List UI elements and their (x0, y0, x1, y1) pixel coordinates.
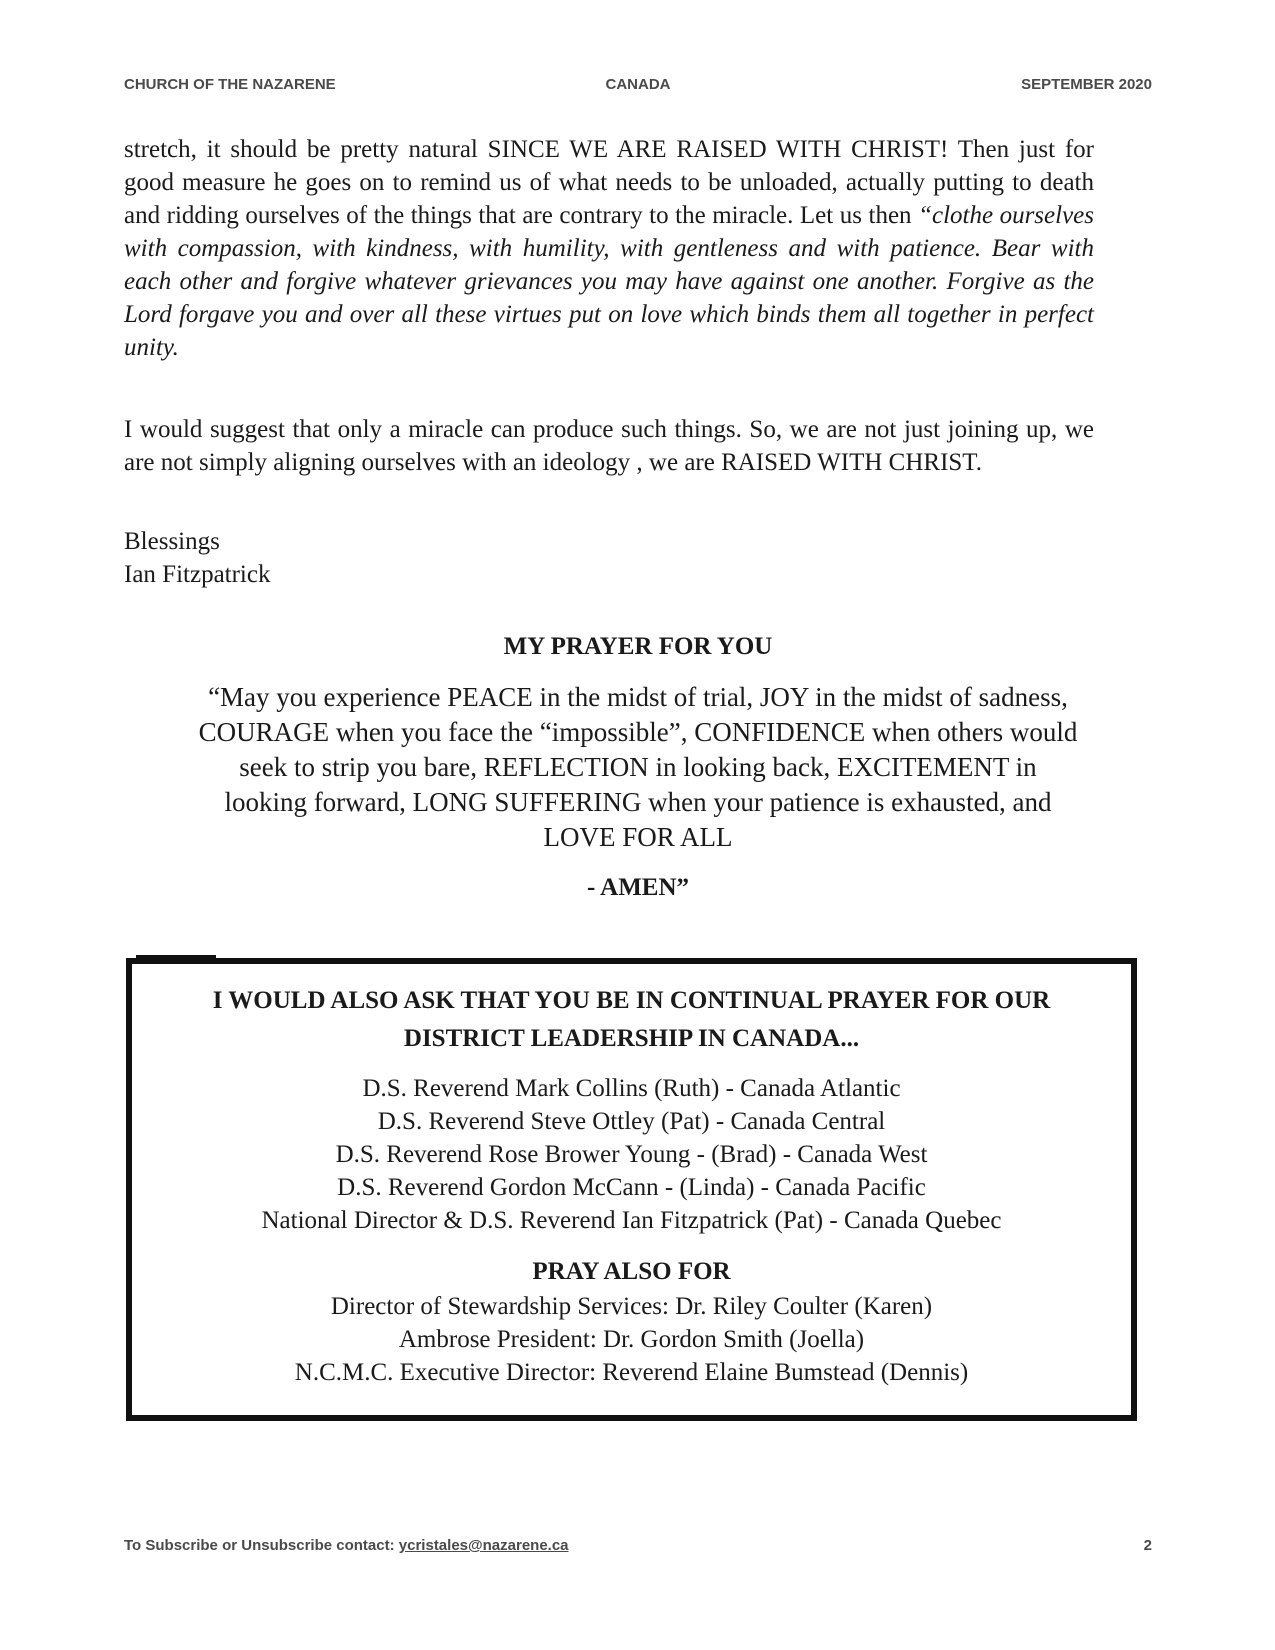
prayer-line: seek to strip you bare, REFLECTION in looking back, EXCITEMENT in (239, 752, 1037, 782)
body-paragraph-1 (124, 133, 1094, 364)
leader-item: D.S. Reverend Rose Brower Young - (Brad) - Canada West (335, 1141, 928, 1168)
subscribe-text: To Subscribe or Unsubscribe contact: (124, 1537, 399, 1554)
prayer-line: LOVE FOR ALL (543, 822, 733, 852)
box-title-line: I WOULD ALSO ASK THAT YOU BE IN CONTINUAL PRAYER FOR OUR (212, 987, 1051, 1014)
pray-also-item: Director of Stewardship Services: Dr. Riley Coulter (Karen) (330, 1293, 933, 1320)
box-title-line: DISTRICT LEADERSHIP IN CANADA... (403, 1025, 860, 1052)
leaders-list (126, 1072, 1137, 1237)
subscribe-note (124, 1537, 569, 1554)
prayer-title: MY PRAYER FOR YOU (503, 633, 773, 660)
page-number: 2 (1143, 1537, 1152, 1554)
paragraph-1-text: stretch, it should be pretty natural SINCE WE ARE RAISED WITH CHRIST! Then just for good measure he goes on to remind us of what needs to be unloaded, actually putting to death and ridding ourselves of the things that are contrary to the miracle. Let us then (124, 136, 1094, 229)
page-header (124, 76, 1152, 96)
leadership-box-title (126, 982, 1137, 1058)
header-region: CANADA (605, 76, 671, 93)
header-publisher: CHURCH OF THE NAZARENE (124, 76, 336, 93)
scripture-quote: “clothe ourselves with compassion, with kindness, with humility, with gentleness and with patience. Bear with each other and forgive whatever grievances you may have against one another. Forgive as the Lord forgave you and over all these virtues put on love which binds them all together in perfect unity. (124, 202, 1094, 361)
contact-email-link[interactable]: ycristales@nazarene.ca (398, 1537, 569, 1554)
prayer-amen: - AMEN” (586, 874, 690, 901)
page-footer (124, 1537, 1152, 1557)
leader-item: D.S. Reverend Mark Collins (Ruth) - Canada Atlantic (362, 1075, 901, 1102)
closing-salutation: Blessings (124, 528, 220, 555)
leader-item: National Director & D.S. Reverend Ian Fitzpatrick (Pat) - Canada Quebec (261, 1207, 1002, 1234)
leader-item: D.S. Reverend Steve Ottley (Pat) - Canada Central (377, 1108, 886, 1135)
body-paragraph-2: I would suggest that only a miracle can produce such things. So, we are not just joining up, we are not simply aligning ourselves with an ideology , we are RAISED WITH CHRIST. (124, 416, 1094, 476)
prayer-line: looking forward, LONG SUFFERING when your patience is exhausted, and (224, 787, 1052, 817)
pray-also-item: Ambrose President: Dr. Gordon Smith (Joella) (398, 1326, 865, 1353)
pray-also-item: N.C.M.C. Executive Director: Reverend Elaine Bumstead (Dennis) (294, 1359, 969, 1386)
pray-also-title: PRAY ALSO FOR (532, 1258, 731, 1285)
prayer-line: COURAGE when you face the “impossible”, CONFIDENCE when others would (198, 717, 1078, 747)
signature: Ian Fitzpatrick (124, 561, 271, 588)
header-date: SEPTEMBER 2020 (1021, 76, 1152, 93)
prayer-text (124, 680, 1152, 855)
pray-also-list (126, 1290, 1137, 1389)
closing-block (124, 525, 270, 591)
leader-item: D.S. Reverend Gordon McCann - (Linda) - Canada Pacific (337, 1174, 926, 1201)
prayer-line: “May you experience PEACE in the midst of trial, JOY in the midst of sadness, (208, 682, 1068, 712)
